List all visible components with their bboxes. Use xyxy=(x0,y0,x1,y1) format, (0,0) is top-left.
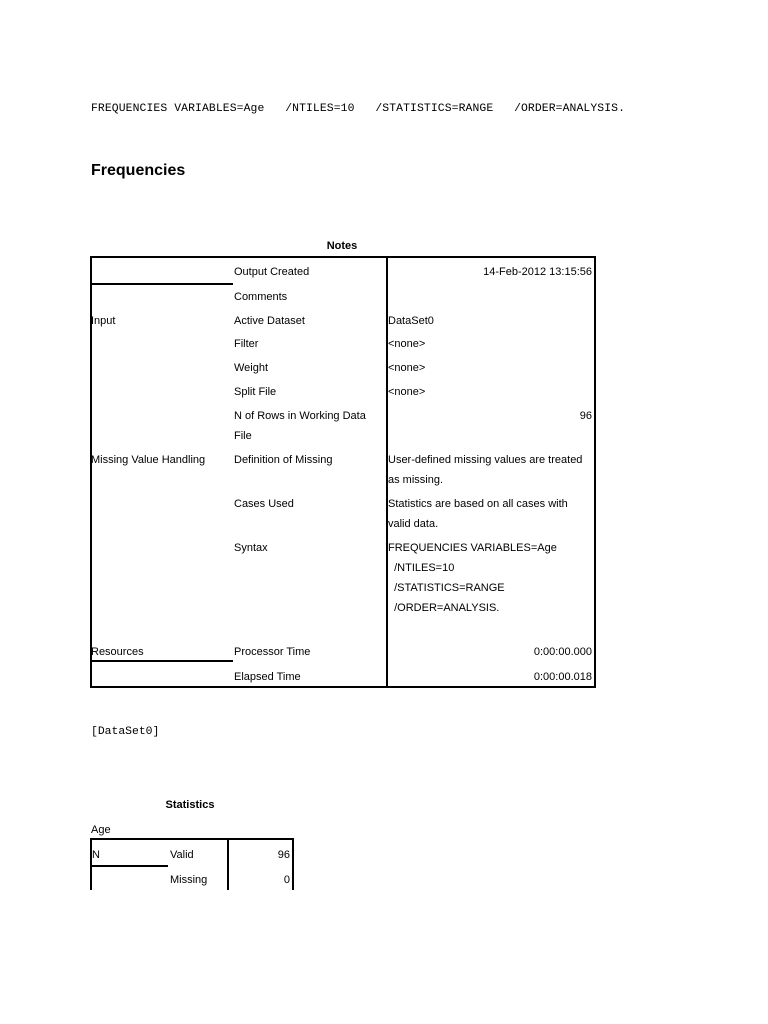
output-created-label: Output Created xyxy=(234,266,310,278)
statistics-valid-value: 96 xyxy=(277,849,290,861)
definition-missing-value: User-defined missing values are treated xyxy=(388,454,583,466)
missing-group-label: Missing Value Handling xyxy=(91,454,206,466)
syntax-line: /ORDER=ANALYSIS. xyxy=(388,602,500,614)
statistics-n-rule xyxy=(90,865,168,867)
n-rows-label: N of Rows in Working Data xyxy=(234,410,366,422)
output-created-value: 14-Feb-2012 13:15:56 xyxy=(483,266,592,278)
active-dataset-label: Active Dataset xyxy=(234,315,305,327)
resources-group-label: Resources xyxy=(91,646,144,658)
n-rows-label-continued: File xyxy=(234,430,252,442)
notes-right-border xyxy=(594,256,596,688)
dataset-label: [DataSet0] xyxy=(91,726,160,738)
input-group-label: Input xyxy=(91,315,116,327)
filter-label: Filter xyxy=(234,338,259,350)
split-file-value: <none> xyxy=(388,386,426,398)
processor-time-label: Processor Time xyxy=(234,646,311,658)
statistics-missing-value: 0 xyxy=(283,874,290,886)
definition-missing-label: Definition of Missing xyxy=(234,454,333,466)
statistics-title: Statistics xyxy=(165,799,215,811)
statistics-top-border xyxy=(90,838,294,840)
syntax-label: Syntax xyxy=(234,542,268,554)
statistics-right-border xyxy=(292,838,294,890)
statistics-n-label: N xyxy=(92,849,100,861)
elapsed-time-value: 0:00:00.018 xyxy=(533,671,592,683)
statistics-valid-label: Valid xyxy=(170,849,194,861)
processor-time-value: 0:00:00.000 xyxy=(533,646,592,658)
statistics-variable-label: Age xyxy=(91,824,111,836)
cases-used-label: Cases Used xyxy=(234,498,294,510)
syntax-line: FREQUENCIES VARIABLES=Age xyxy=(388,542,557,554)
cases-used-value: Statistics are based on all cases with xyxy=(388,498,568,510)
weight-label: Weight xyxy=(234,362,269,374)
notes-top-border xyxy=(90,256,596,258)
definition-missing-value-continued: as missing. xyxy=(388,474,444,486)
page-title: Frequencies xyxy=(91,162,186,179)
n-rows-value: 96 xyxy=(579,410,592,422)
syntax-line: /NTILES=10 xyxy=(388,562,455,574)
active-dataset-value: DataSet0 xyxy=(388,315,434,327)
split-file-label: Split File xyxy=(234,386,277,398)
syntax-line: /STATISTICS=RANGE xyxy=(388,582,505,594)
statistics-missing-label: Missing xyxy=(170,874,208,886)
cases-used-value-continued: valid data. xyxy=(388,518,439,530)
comments-label: Comments xyxy=(234,291,288,303)
weight-value: <none> xyxy=(388,362,426,374)
elapsed-time-label: Elapsed Time xyxy=(234,671,301,683)
filter-value: <none> xyxy=(388,338,426,350)
statistics-column-divider xyxy=(227,838,229,890)
notes-header-rule xyxy=(90,283,233,285)
notes-title: Notes xyxy=(326,240,358,252)
syntax-command: FREQUENCIES VARIABLES=Age /NTILES=10 /STATISTICS=RANGE /ORDER=ANALYSIS. xyxy=(91,103,626,115)
